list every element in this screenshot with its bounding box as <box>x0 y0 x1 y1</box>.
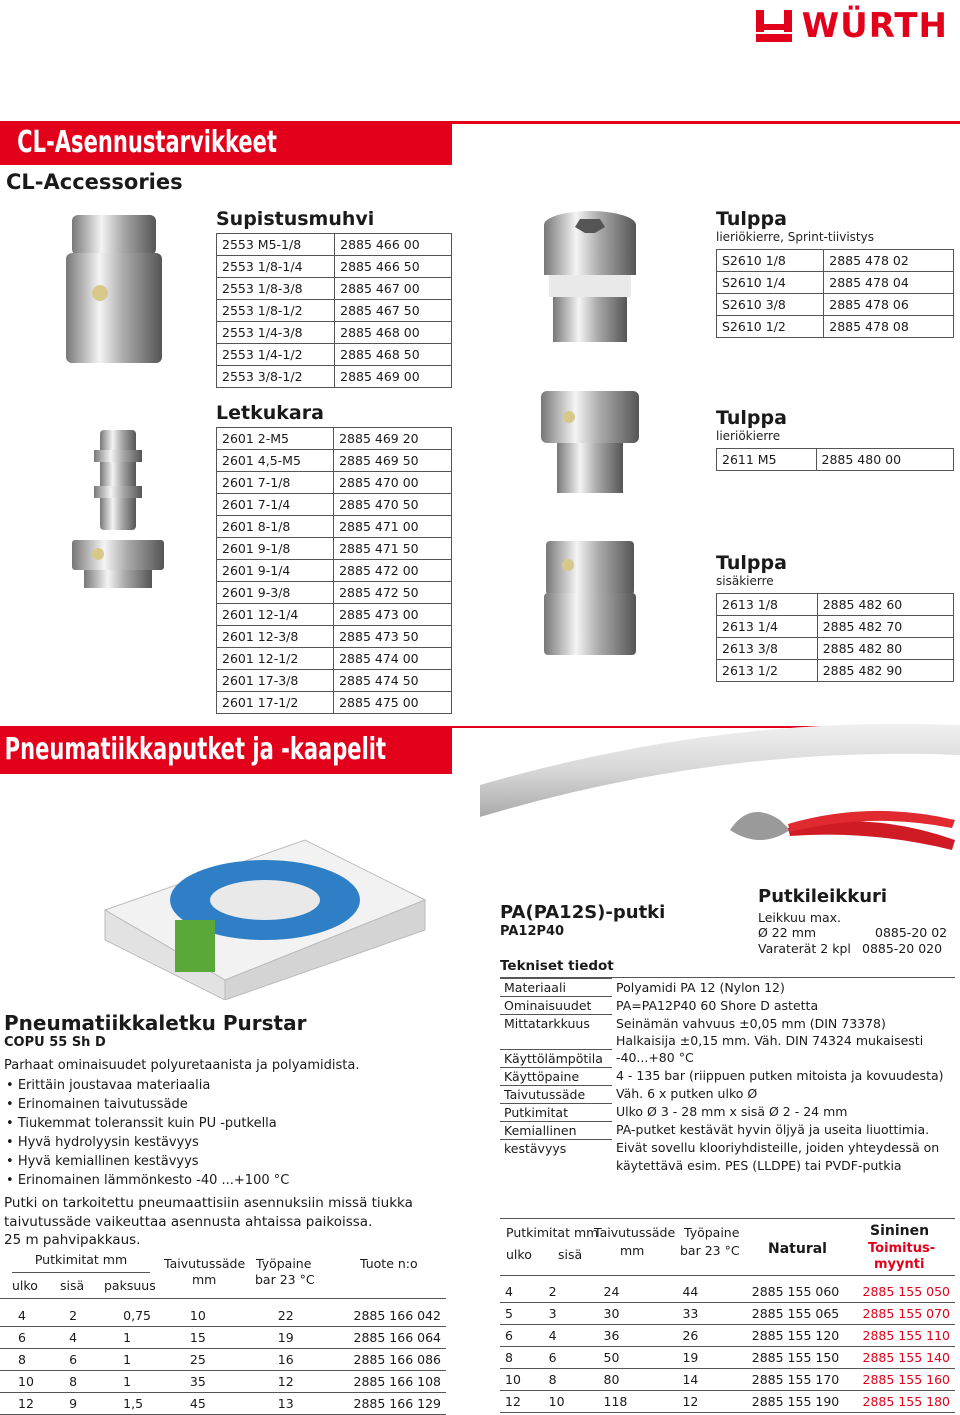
pa-table <box>500 1218 955 1413</box>
table-row <box>500 1281 955 1303</box>
table-cell: 19 <box>677 1347 746 1369</box>
letkukara-table <box>216 427 452 714</box>
table-row <box>500 1325 955 1347</box>
table-row <box>500 1391 955 1413</box>
table-cell: 4 <box>61 1327 115 1349</box>
article-number: 2885 482 80 <box>817 638 953 660</box>
table-row <box>217 670 452 692</box>
table-cell: 6 <box>61 1349 115 1371</box>
article-number: 2885 473 50 <box>334 626 452 648</box>
article-number: 2885 470 00 <box>334 472 452 494</box>
bullet-item: • Hyvä kemiallinen kestävyys <box>6 1152 289 1171</box>
article-number: 2885 471 00 <box>334 516 452 538</box>
bullet-item: • Erinomainen taivutussäde <box>6 1095 289 1114</box>
spec-value: PA=PA12P40 60 Shore D astetta <box>616 997 819 1013</box>
table-cell: 9 <box>61 1393 115 1415</box>
table-cell: 1 <box>115 1371 182 1393</box>
table-row <box>500 1303 955 1325</box>
table-row <box>217 450 452 472</box>
spec-key: Putkimitat <box>500 1103 612 1121</box>
article-number: 2885 474 50 <box>334 670 452 692</box>
table-cell: 1 <box>115 1327 182 1349</box>
part-code: 2601 12-1/2 <box>217 648 334 670</box>
bullet-item: • Erittäin joustavaa materiaalia <box>6 1076 289 1095</box>
article-number: 2885 474 00 <box>334 648 452 670</box>
table-row <box>717 449 954 471</box>
table-cell: 0,75 <box>115 1305 182 1327</box>
table-row <box>0 1393 446 1415</box>
cutter-line2b: 0885-20 02 <box>875 925 948 940</box>
part-code: 2613 1/2 <box>717 660 818 682</box>
tulppa1-table <box>716 249 954 338</box>
letkukara-title: Letkukara <box>216 402 324 424</box>
table-row <box>217 560 452 582</box>
article-number: 2885 466 00 <box>335 234 452 256</box>
table-row <box>717 616 954 638</box>
article-number: 2885 482 90 <box>817 660 953 682</box>
article-number: 2885 482 70 <box>817 616 953 638</box>
table-row <box>217 234 452 256</box>
pa-head-toim: Toimitus- <box>868 1241 936 1256</box>
part-code: 2553 1/8-1/2 <box>217 300 335 322</box>
tulppa2-table <box>716 448 954 471</box>
article-number: 2885 472 00 <box>334 560 452 582</box>
spec-row <box>500 1049 955 1067</box>
table-cell: 80 <box>599 1369 678 1391</box>
pa-tech-heading: Tekniset tiedot <box>500 958 614 974</box>
spec-value: Polyamidi PA 12 (Nylon 12) <box>616 979 785 995</box>
table-row <box>717 638 954 660</box>
spec-value: -40...+80 °C <box>616 1050 694 1065</box>
part-code: S2610 1/8 <box>717 250 824 272</box>
spec-value: Halkaisija ±0,15 mm. Väh. DIN 74324 mukaisesti <box>616 1033 924 1048</box>
table-row <box>0 1305 446 1327</box>
part-code: 2613 1/8 <box>717 594 818 616</box>
table-row <box>217 366 452 388</box>
table-cell: 15 <box>182 1327 270 1349</box>
pa-head-taiv: Taivutussäde <box>594 1225 676 1240</box>
table-cell: 2885 166 108 <box>349 1371 446 1393</box>
table-cell: 2885 155 160 <box>858 1369 955 1391</box>
table-cell: 6 <box>500 1325 544 1347</box>
plug-m5-image <box>535 385 645 500</box>
purstar-bullets <box>6 1076 289 1190</box>
spec-key: Materiaali <box>500 979 612 997</box>
table-cell: 35 <box>182 1371 270 1393</box>
part-code: 2553 1/8-1/4 <box>217 256 335 278</box>
table-cell: 4 <box>500 1281 544 1303</box>
spec-value: 4 - 135 bar (riippuen putken mitoista ja kovuudesta) <box>616 1068 944 1083</box>
cutter-line3b: 0885-20 020 <box>862 941 943 956</box>
spec-row <box>500 997 955 1015</box>
tulppa3-table <box>716 593 954 682</box>
part-code: 2601 9-3/8 <box>217 582 334 604</box>
hose-barb-image <box>68 430 168 590</box>
pa-head-ulko: ulko <box>506 1247 532 1262</box>
part-code: 2613 3/8 <box>717 638 818 660</box>
pa-head-sininen: Sininen <box>870 1223 930 1239</box>
pa-head-putkimitat: Putkimitat mm <box>506 1225 599 1240</box>
spec-row <box>500 1139 955 1157</box>
hose-box-image <box>95 800 435 1000</box>
section-title-2: Pneumatiikkaputket ja -kaapelit <box>4 732 387 767</box>
purstar-head-tyo: Työpaine <box>256 1256 312 1271</box>
section-banner-2 <box>0 726 452 774</box>
table-cell: 8 <box>0 1349 61 1371</box>
table-cell: 36 <box>599 1325 678 1347</box>
part-code: 2611 M5 <box>717 449 817 471</box>
part-code: 2601 17-3/8 <box>217 670 334 692</box>
table-cell: 2885 155 120 <box>747 1325 858 1347</box>
wurth-logo-icon <box>752 6 796 46</box>
purstar-head-putkimitat: Putkimitat mm <box>12 1252 150 1273</box>
pa-title: PA(PA12S)-putki <box>500 902 666 923</box>
table-row <box>717 250 954 272</box>
table-cell: 14 <box>677 1369 746 1391</box>
table-cell: 2885 166 064 <box>349 1327 446 1349</box>
table-cell: 10 <box>182 1305 270 1327</box>
purstar-para-line: taivutussäde vaikeuttaa asennusta ahtaissa paikoissa. <box>4 1213 373 1230</box>
spec-key: Käyttölämpötila <box>500 1049 612 1067</box>
table-cell: 1,5 <box>115 1393 182 1415</box>
cutter-line2a: Ø 22 mm <box>758 925 817 940</box>
table-cell: 2885 155 070 <box>858 1303 955 1325</box>
table-cell: 2885 155 065 <box>747 1303 858 1325</box>
part-code: S2610 3/8 <box>717 294 824 316</box>
table-row <box>217 692 452 714</box>
table-cell: 44 <box>677 1281 746 1303</box>
spec-row <box>500 979 955 997</box>
table-cell: 12 <box>677 1391 746 1413</box>
bullet-item: • Tiukemmat toleranssit kuin PU -putkella <box>6 1114 289 1133</box>
table-cell: 4 <box>0 1305 61 1327</box>
tulppa1-title: Tulppa <box>716 208 787 230</box>
section-title: CL-Asennustarvikkeet <box>17 125 277 160</box>
table-cell: 33 <box>677 1303 746 1325</box>
part-code: 2553 1/4-3/8 <box>217 322 335 344</box>
part-code: 2601 12-3/8 <box>217 626 334 648</box>
part-code: 2553 1/8-3/8 <box>217 278 335 300</box>
article-number: 2885 470 50 <box>334 494 452 516</box>
purstar-code: COPU 55 Sh D <box>4 1035 106 1050</box>
table-cell: 8 <box>61 1371 115 1393</box>
table-row <box>717 294 954 316</box>
spec-row <box>500 1103 955 1121</box>
table-cell: 22 <box>270 1305 349 1327</box>
purstar-para-line: 25 m pahvipakkaus. <box>4 1232 141 1248</box>
table-row <box>217 472 452 494</box>
article-number: 2885 467 50 <box>335 300 452 322</box>
purstar-para-line: Putki on tarkoitettu pneumaattisiin asennuksiin missä tiukka <box>4 1195 413 1211</box>
table-cell: 16 <box>270 1349 349 1371</box>
table-cell: 30 <box>599 1303 678 1325</box>
table-cell: 10 <box>0 1371 61 1393</box>
part-code: 2601 12-1/4 <box>217 604 334 626</box>
article-number: 2885 478 08 <box>824 316 954 338</box>
table-row <box>217 278 452 300</box>
table-row <box>217 538 452 560</box>
table-cell: 8 <box>544 1369 599 1391</box>
table-cell: 118 <box>599 1391 678 1413</box>
spec-row <box>500 1085 955 1103</box>
article-number: 2885 473 00 <box>334 604 452 626</box>
spec-value: Seinämän vahvuus ±0,05 mm (DIN 73378) <box>616 1015 886 1031</box>
part-code: 2553 3/8-1/2 <box>217 366 335 388</box>
purstar-rows <box>0 1305 446 1415</box>
spec-row <box>500 1015 955 1033</box>
table-cell: 2885 155 050 <box>858 1281 955 1303</box>
table-cell: 45 <box>182 1393 270 1415</box>
table-row <box>717 272 954 294</box>
purstar-head-paksuus: paksuus <box>104 1278 156 1293</box>
cutter-line3a: Varaterät 2 kpl <box>758 941 851 956</box>
spec-key: Ominaisuudet <box>500 997 612 1015</box>
table-cell: 10 <box>544 1391 599 1413</box>
table-cell: 2885 166 086 <box>349 1349 446 1371</box>
purstar-head-tuote: Tuote n:o <box>360 1256 418 1271</box>
table-row <box>717 594 954 616</box>
table-cell: 50 <box>599 1347 678 1369</box>
spec-value: Ulko Ø 3 - 28 mm x sisä Ø 2 - 24 mm <box>616 1104 848 1119</box>
part-code: 2601 8-1/8 <box>217 516 334 538</box>
spec-value: käytettävä esim. PES (LLDPE) tai PVDF-putkia <box>616 1157 902 1173</box>
table-row <box>717 316 954 338</box>
table-cell: 13 <box>270 1393 349 1415</box>
pa-head-tyo: Työpaine <box>684 1225 740 1240</box>
purstar-head-taiv: Taivutussäde <box>164 1256 246 1271</box>
tulppa2-title: Tulppa <box>716 407 787 429</box>
pa-head-tyo2: bar 23 °C <box>680 1243 740 1258</box>
table-row <box>500 1369 955 1391</box>
pa-head-natural: Natural <box>768 1241 827 1257</box>
purstar-table <box>0 1252 446 1415</box>
spec-key: Mittatarkkuus <box>500 1015 612 1033</box>
table-cell: 2885 155 170 <box>747 1369 858 1391</box>
table-row <box>217 494 452 516</box>
pa-code: PA12P40 <box>500 924 565 939</box>
article-number: 2885 469 20 <box>334 428 452 450</box>
section-banner <box>0 121 452 165</box>
pa-head-myynti: myynti <box>874 1257 925 1272</box>
part-code: S2610 1/2 <box>717 316 824 338</box>
part-code: S2610 1/4 <box>717 272 824 294</box>
purstar-head-ulko: ulko <box>12 1278 38 1293</box>
spec-key: kestävyys <box>500 1139 612 1157</box>
pa-head-sisa: sisä <box>558 1247 583 1262</box>
article-number: 2885 469 50 <box>334 450 452 472</box>
table-cell: 26 <box>677 1325 746 1347</box>
table-cell: 6 <box>0 1327 61 1349</box>
purstar-intro: Parhaat ominaisuudet polyuretaanista ja polyamidista. <box>4 1058 360 1073</box>
table-row <box>217 516 452 538</box>
part-code: 2601 17-1/2 <box>217 692 334 714</box>
table-cell: 2885 166 129 <box>349 1393 446 1415</box>
table-row <box>217 322 452 344</box>
pa-head-taiv2: mm <box>620 1243 645 1258</box>
table-row <box>217 604 452 626</box>
cutter-line1: Leikkuu max. <box>758 910 842 925</box>
table-row <box>717 660 954 682</box>
purstar-head-tyo2: bar 23 °C <box>255 1272 315 1287</box>
section-subtitle: CL-Accessories <box>6 170 183 194</box>
article-number: 2885 468 00 <box>335 322 452 344</box>
article-number: 2885 472 50 <box>334 582 452 604</box>
table-cell: 5 <box>500 1303 544 1325</box>
supistusmuhvi-title: Supistusmuhvi <box>216 208 375 230</box>
part-code: 2613 1/4 <box>717 616 818 638</box>
article-number: 2885 478 04 <box>824 272 954 294</box>
article-number: 2885 475 00 <box>334 692 452 714</box>
table-cell: 10 <box>500 1369 544 1391</box>
purstar-head-taiv2: mm <box>192 1272 217 1287</box>
part-code: 2601 9-1/4 <box>217 560 334 582</box>
table-cell: 2885 155 140 <box>858 1347 955 1369</box>
part-code: 2601 7-1/8 <box>217 472 334 494</box>
table-row <box>217 344 452 366</box>
table-row <box>217 300 452 322</box>
part-code: 2601 2-M5 <box>217 428 334 450</box>
table-row <box>0 1327 446 1349</box>
table-cell: 2 <box>61 1305 115 1327</box>
table-cell: 12 <box>500 1391 544 1413</box>
spec-value: Eivät sovellu klooriyhdisteille, joiden yhteydessä on <box>616 1140 940 1155</box>
table-cell: 3 <box>544 1303 599 1325</box>
article-number: 2885 468 50 <box>335 344 452 366</box>
article-number: 2885 467 00 <box>335 278 452 300</box>
article-number: 2885 471 50 <box>334 538 452 560</box>
spec-key <box>500 1157 612 1174</box>
article-number: 2885 482 60 <box>817 594 953 616</box>
table-cell: 2885 155 180 <box>858 1391 955 1413</box>
spec-key: Käyttöpaine <box>500 1067 612 1085</box>
spec-row <box>500 1067 955 1085</box>
spec-row <box>500 1032 955 1049</box>
purstar-head-sisa: sisä <box>60 1278 85 1293</box>
article-number: 2885 478 06 <box>824 294 954 316</box>
supistusmuhvi-table <box>216 233 452 388</box>
table-row <box>217 256 452 278</box>
table-row <box>217 582 452 604</box>
part-code: 2601 9-1/8 <box>217 538 334 560</box>
table-cell: 25 <box>182 1349 270 1371</box>
table-row <box>217 428 452 450</box>
tulppa2-sub: lieriökierre <box>716 429 781 443</box>
purstar-para <box>4 1194 413 1250</box>
plug-sprint-image <box>535 205 645 350</box>
spec-key: Kemiallinen <box>500 1121 612 1139</box>
table-cell: 2885 166 042 <box>349 1305 446 1327</box>
table-cell: 2 <box>544 1281 599 1303</box>
table-cell: 2885 155 110 <box>858 1325 955 1347</box>
table-row <box>0 1349 446 1371</box>
table-cell: 12 <box>270 1371 349 1393</box>
article-number: 2885 466 50 <box>335 256 452 278</box>
pipe-cutter-image <box>720 790 960 870</box>
table-cell: 12 <box>0 1393 61 1415</box>
plug-internal-image <box>540 535 640 665</box>
spec-value: PA-putket kestävät hyvin öljyä ja useita liuottimia. <box>616 1122 930 1137</box>
tulppa1-sub: lieriökierre, Sprint-tiivistys <box>716 230 874 244</box>
table-row <box>0 1371 446 1393</box>
table-cell: 2885 155 060 <box>747 1281 858 1303</box>
article-number: 2885 469 00 <box>335 366 452 388</box>
table-row <box>217 648 452 670</box>
table-cell: 8 <box>500 1347 544 1369</box>
spec-key <box>500 1032 612 1049</box>
brand-name: WÜRTH <box>801 6 948 46</box>
table-row <box>500 1347 955 1369</box>
table-cell: 19 <box>270 1327 349 1349</box>
pa-rows <box>500 1281 955 1413</box>
tulppa3-title: Tulppa <box>716 552 787 574</box>
part-code: 2601 4,5-M5 <box>217 450 334 472</box>
pa-spec-table <box>500 978 955 1174</box>
wurth-logo <box>752 6 948 46</box>
spec-row <box>500 1121 955 1139</box>
table-cell: 2885 155 150 <box>747 1347 858 1369</box>
tulppa3-sub: sisäkierre <box>716 574 774 588</box>
article-number: 2885 478 02 <box>824 250 954 272</box>
article-number: 2885 480 00 <box>816 449 953 471</box>
table-cell: 24 <box>599 1281 678 1303</box>
spec-value: Väh. 6 x putken ulko Ø <box>616 1086 758 1101</box>
reducer-sleeve-image <box>58 205 168 375</box>
part-code: 2553 1/4-1/2 <box>217 344 335 366</box>
spec-row <box>500 1157 955 1174</box>
bullet-item: • Erinomainen lämmönkesto -40 ...+100 °C <box>6 1171 289 1190</box>
pa-spec-box <box>500 977 955 1174</box>
part-code: 2601 7-1/4 <box>217 494 334 516</box>
table-cell: 4 <box>544 1325 599 1347</box>
table-cell: 2885 155 190 <box>747 1391 858 1413</box>
part-code: 2553 M5-1/8 <box>217 234 335 256</box>
cutter-title: Putkileikkuri <box>758 886 888 907</box>
bullet-item: • Hyvä hydrolyysin kestävyys <box>6 1133 289 1152</box>
purstar-title: Pneumatiikkaletku Purstar <box>4 1011 307 1035</box>
table-row <box>217 626 452 648</box>
table-cell: 6 <box>544 1347 599 1369</box>
spec-key: Taivutussäde <box>500 1085 612 1103</box>
table-cell: 1 <box>115 1349 182 1371</box>
